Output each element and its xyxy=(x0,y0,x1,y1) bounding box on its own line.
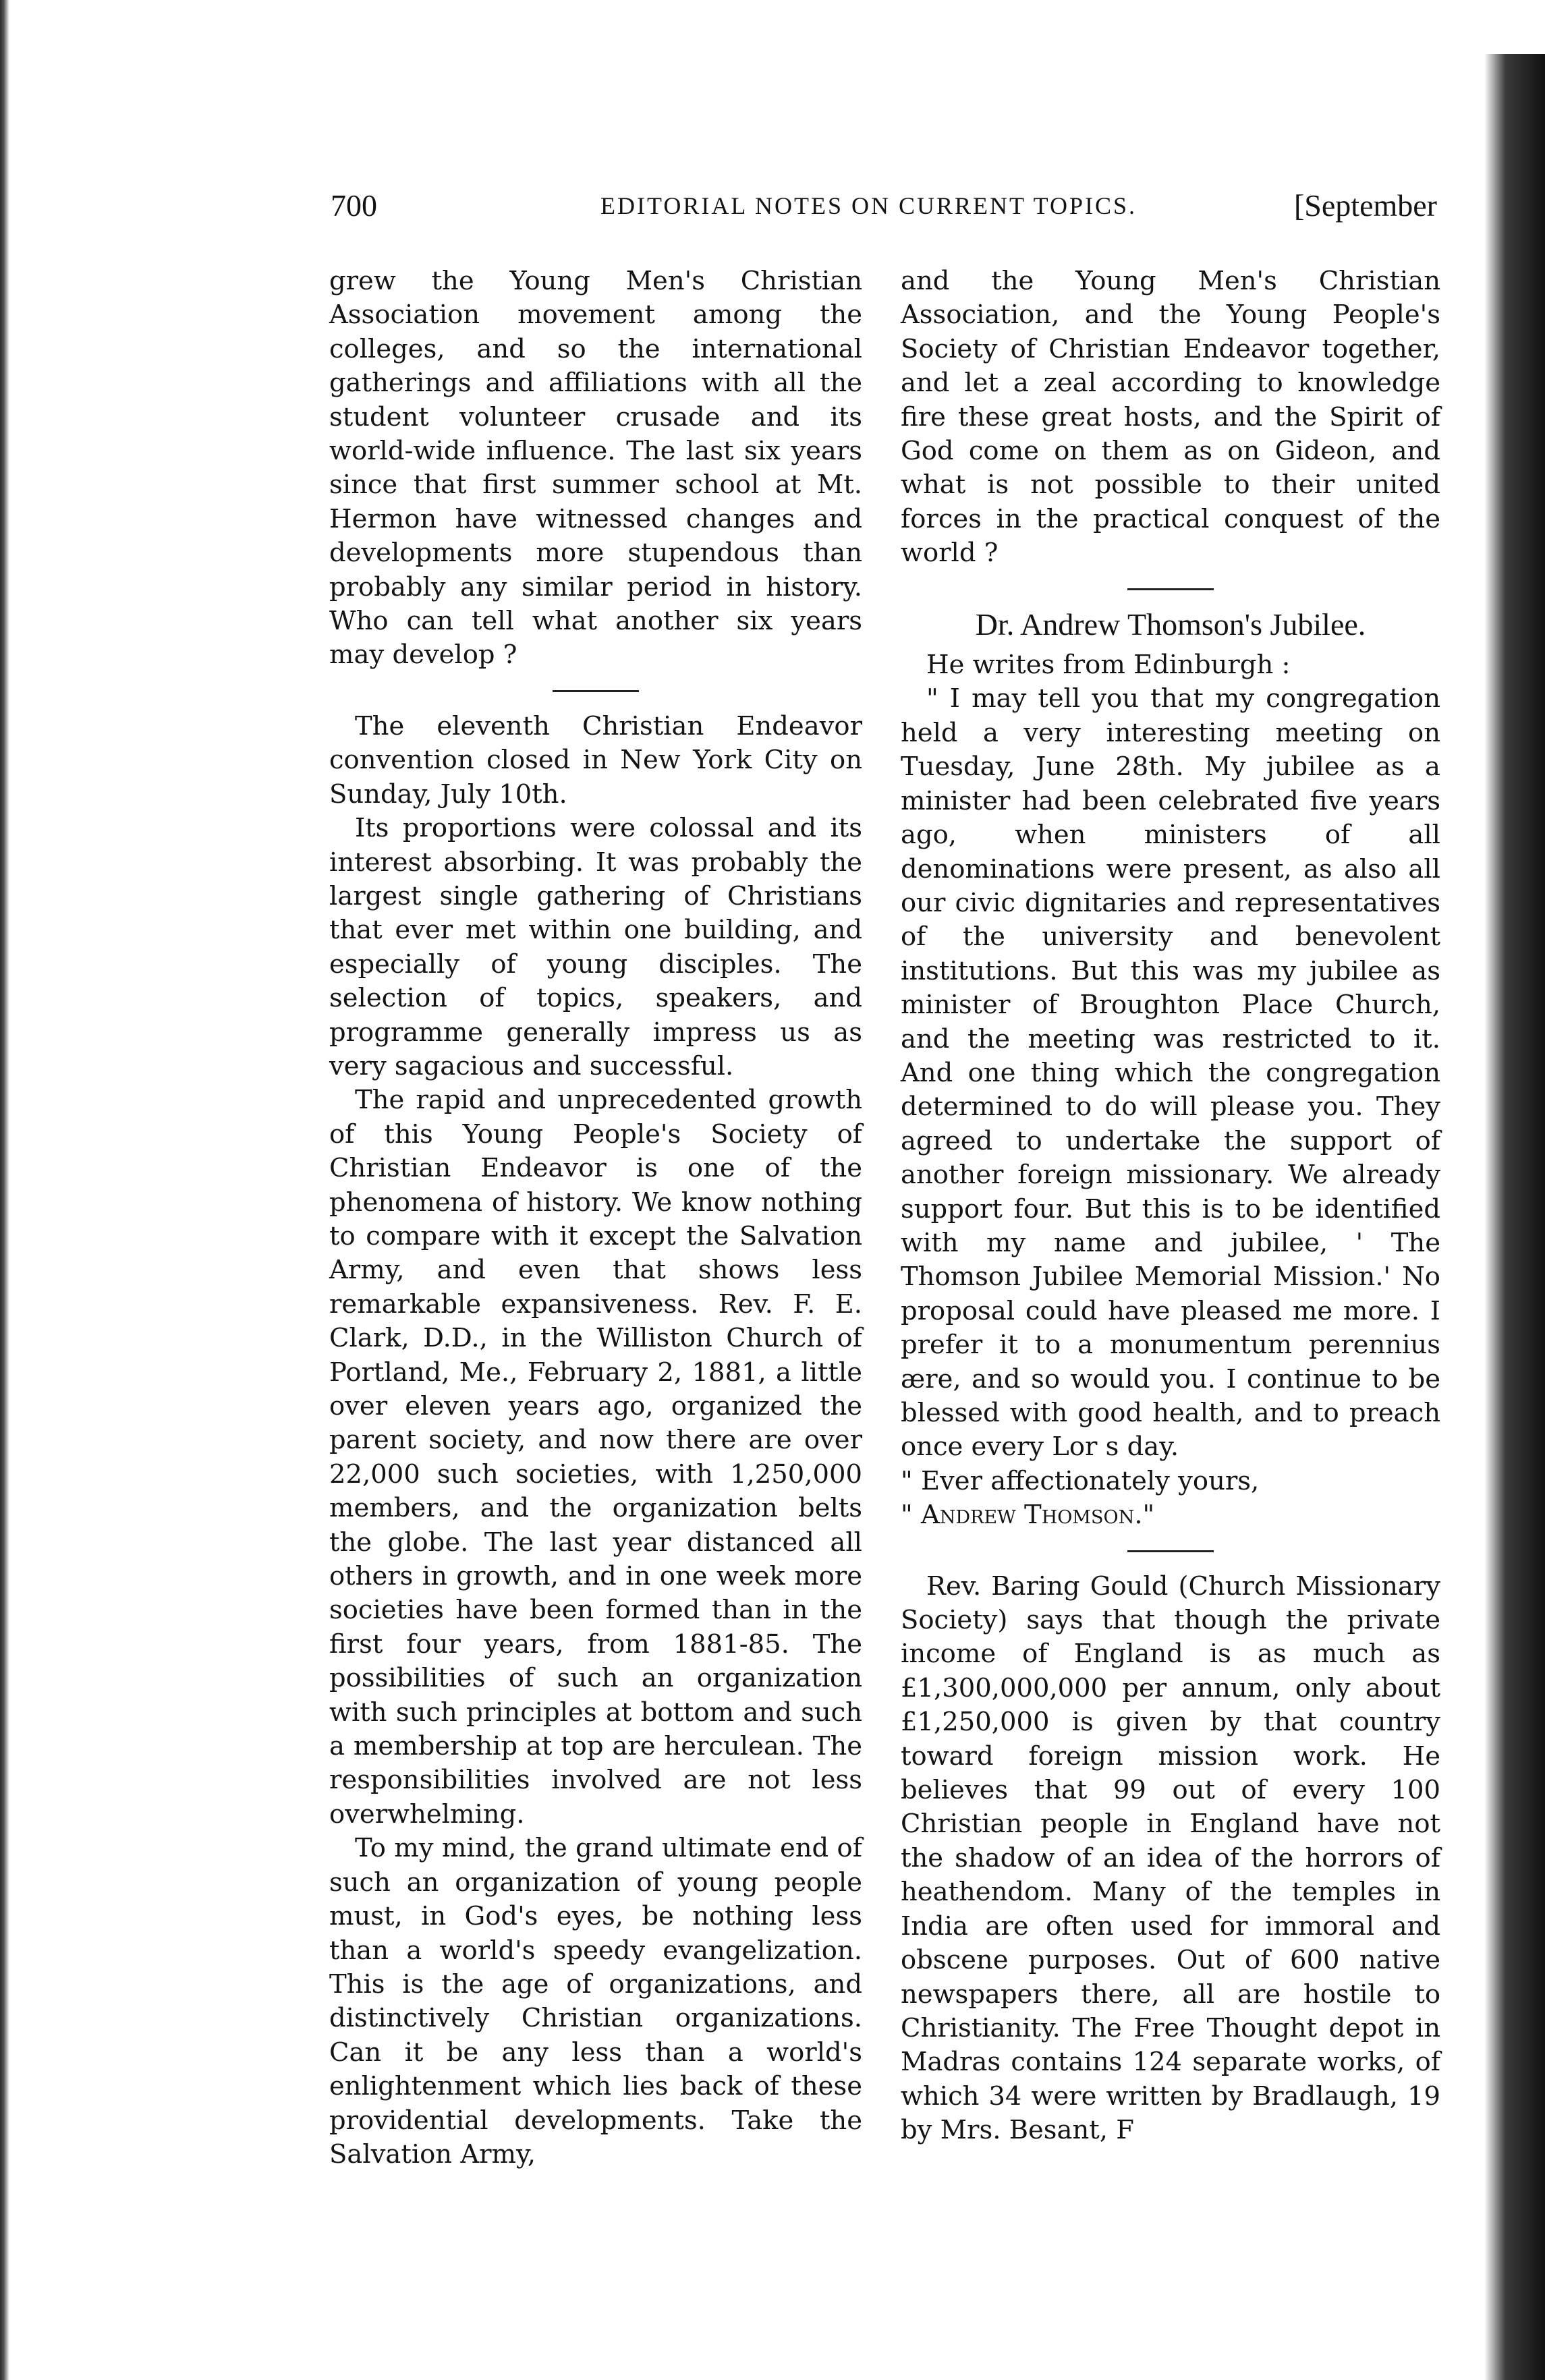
letter-intro: He writes from Edinburgh : xyxy=(926,650,1291,681)
letter-body: " I may tell you that my congregation held a very interesting meeting on Tuesday, June 28th. My jubilee as a minister had been celebrated five years ago, when ministers of all denominations were present, as also all our civic dignitaries and representatives of the university and benevolent institutions. But this was my jubilee as minister of Broughton Place Church, and the meeting was restricted to it. And one thing which the congregation determined to do will please you. They agreed to undertake the support of another foreign missionary. We already support four. But this is to be identified with my name and jubilee, ' The Thomson Jubilee Memorial Mission.' No proposal could have pleased me more. I prefer it to a monumentum perennius ære, and so would you. I continue to be blessed with good health, and to preach once every Lor s day. xyxy=(901,683,1440,1463)
letter-closing: " Ever affectionately yours, xyxy=(901,1465,1260,1496)
page-number: 700 xyxy=(331,188,377,223)
paragraph: Its proportions were colossal and its interest absorbing. It was probably the largest single gathering of Christians that ever met within one building, and especially of young disciples. The selection of topics, speakers, and programme generally impress us as very sagacious and successful. xyxy=(329,813,862,1081)
page-header xyxy=(331,188,1437,235)
paragraph: To my mind, the grand ultimate end of such an organization of young people must, in God's eyes, be nothing less than a world's speedy evangelization. This is the age of organizations, and distinctively Christian organizations. Can it be any less than a world's enlightenment which lies back of these providential developments. Take the Salvation Army, xyxy=(329,1833,862,2170)
running-title: EDITORIAL NOTES ON CURRENT TOPICS. xyxy=(600,192,1137,219)
scan-right-edge xyxy=(1484,54,1545,2380)
right-column xyxy=(901,264,1440,2148)
left-column xyxy=(329,264,862,2172)
paragraph: The rapid and unprecedented growth of this Young People's Society of Christian Endeavor is one of the phenomena of history. We know nothing to compare with it except the Salvation Army, and even that shows less remarkable expansiveness. Rev. F. E. Clark, D.D., in the Williston Church of Portland, Me., February 2, 1881, a little over eleven years ago, organized the parent society, and now there are over 22,000 such societies, with 1,250,000 members, and the organization belts the globe. The last year distanced all others in growth, and in one week more societies have been formed than in the first four years, from 1881-85. The possibilities of such an organization with such principles at bottom and such a membership at top are herculean. The responsibilities involved are not less overwhelming. xyxy=(329,1085,862,1830)
section-rule xyxy=(553,690,639,692)
paragraph: The eleventh Christian Endeavor convention closed in New York City on Sunday, July 10th. xyxy=(329,710,862,810)
scan-left-edge xyxy=(0,0,9,2380)
running-date: [September xyxy=(1293,188,1437,223)
section-rule xyxy=(1127,588,1214,590)
paragraph-continuation: and the Young Men's Christian Association, and the Young People's Society of Christian Endeavor together, and let a zeal according to knowledge fire these great hosts, and the Spirit of God come on them as on Gideon, and what is not possible to their united forces in the practical conquest of the world ? xyxy=(901,266,1440,569)
letter-signature: " Andrew Thomson." xyxy=(901,1500,1155,1531)
section-rule xyxy=(1127,1550,1214,1552)
paragraph: Rev. Baring Gould (Church Missionary Society) says that though the private income of England is as much as £1,300,000,000 per annum, only about £1,250,000 is given by that country toward foreign mission work. He believes that 99 out of every 100 Christian people in England have not the shadow of an idea of the horrors of heathendom. Many of the temples in India are often used for immoral and obscene purposes. Out of 600 native newspapers there, all are hostile to Christianity. The Free Thought depot in Madras contains 124 separate works, of which 34 were written by Bradlaugh, 19 by Mrs. Besant, F xyxy=(901,1570,1440,2146)
section-heading: Dr. Andrew Thomson's Jubilee. xyxy=(975,606,1366,642)
paragraph-continuation: grew the Young Men's Christian Association movement among the colleges, and so the international gatherings and affiliations with all the student volunteer crusade and its world-wide influence. The last six years since that first summer school at Mt. Hermon have witnessed changes and developments more stupendous than probably any similar period in history. Who can tell what another six years may develop ? xyxy=(329,266,862,671)
